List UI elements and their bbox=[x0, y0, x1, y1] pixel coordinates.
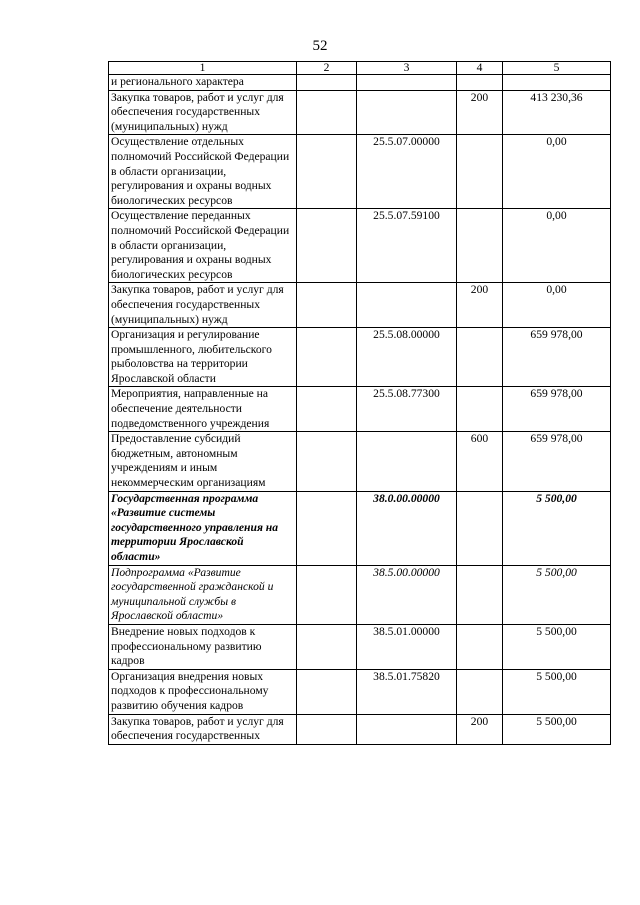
row-target-code bbox=[357, 283, 457, 328]
row-name: Осуществление переданных полномочий Российской Федерации в области организации, регулирования и охраны водных биологических ресурсов bbox=[109, 209, 297, 283]
table-row bbox=[109, 669, 611, 714]
row-expense-type bbox=[457, 328, 503, 387]
row-amount: 659 978,00 bbox=[503, 432, 611, 491]
column-header: 4 bbox=[457, 62, 503, 75]
row-expense-type bbox=[457, 209, 503, 283]
table-row bbox=[109, 491, 611, 565]
row-amount: 0,00 bbox=[503, 209, 611, 283]
row-section bbox=[297, 624, 357, 669]
table-row bbox=[109, 565, 611, 624]
column-header: 5 bbox=[503, 62, 611, 75]
row-section bbox=[297, 565, 357, 624]
row-section bbox=[297, 135, 357, 209]
row-amount: 5 500,00 bbox=[503, 624, 611, 669]
table-row bbox=[109, 75, 611, 91]
row-amount: 659 978,00 bbox=[503, 328, 611, 387]
row-name: Организация внедрения новых подходов к профессиональному развитию обучения кадров bbox=[109, 669, 297, 714]
row-section bbox=[297, 669, 357, 714]
page-number: 52 bbox=[312, 38, 328, 54]
row-target-code: 25.5.07.59100 bbox=[357, 209, 457, 283]
row-amount: 5 500,00 bbox=[503, 565, 611, 624]
row-expense-type bbox=[457, 75, 503, 91]
table-row bbox=[109, 90, 611, 135]
table-row bbox=[109, 209, 611, 283]
row-target-code: 25.5.08.00000 bbox=[357, 328, 457, 387]
row-target-code: 38.0.00.00000 bbox=[357, 491, 457, 565]
row-section bbox=[297, 209, 357, 283]
row-expense-type bbox=[457, 135, 503, 209]
row-name: Закупка товаров, работ и услуг для обеспечения государственных (муниципальных) нужд bbox=[109, 90, 297, 135]
row-name: Закупка товаров, работ и услуг для обеспечения государственных (муниципальных) нужд bbox=[109, 283, 297, 328]
row-expense-type bbox=[457, 387, 503, 432]
row-name: Внедрение новых подходов к профессиональному развитию кадров bbox=[109, 624, 297, 669]
row-expense-type: 200 bbox=[457, 283, 503, 328]
row-expense-type: 200 bbox=[457, 90, 503, 135]
row-target-code: 38.5.01.00000 bbox=[357, 624, 457, 669]
row-target-code: 25.5.08.77300 bbox=[357, 387, 457, 432]
row-target-code: 25.5.07.00000 bbox=[357, 135, 457, 209]
column-header: 2 bbox=[297, 62, 357, 75]
budget-table bbox=[108, 61, 611, 745]
row-target-code bbox=[357, 90, 457, 135]
row-amount bbox=[503, 75, 611, 91]
row-name: Государственная программа «Развитие системы государственного управления на территории Ярославской области» bbox=[109, 491, 297, 565]
row-expense-type: 200 bbox=[457, 714, 503, 744]
header-row bbox=[109, 62, 611, 75]
row-amount: 5 500,00 bbox=[503, 491, 611, 565]
row-name: и регионального характера bbox=[109, 75, 297, 91]
table-row bbox=[109, 714, 611, 744]
row-target-code bbox=[357, 75, 457, 91]
table-row bbox=[109, 283, 611, 328]
row-section bbox=[297, 714, 357, 744]
row-section bbox=[297, 90, 357, 135]
row-section bbox=[297, 432, 357, 491]
row-name: Подпрограмма «Развитие государственной гражданской и муниципальной службы в Ярославской области» bbox=[109, 565, 297, 624]
table-row bbox=[109, 135, 611, 209]
row-amount: 0,00 bbox=[503, 283, 611, 328]
row-expense-type bbox=[457, 669, 503, 714]
row-amount: 659 978,00 bbox=[503, 387, 611, 432]
row-target-code: 38.5.01.75820 bbox=[357, 669, 457, 714]
row-target-code: 38.5.00.00000 bbox=[357, 565, 457, 624]
row-expense-type: 600 bbox=[457, 432, 503, 491]
row-target-code bbox=[357, 714, 457, 744]
column-header: 1 bbox=[109, 62, 297, 75]
row-expense-type bbox=[457, 491, 503, 565]
row-name: Предоставление субсидий бюджетным, автономным учреждениям и иным некоммерческим организациям bbox=[109, 432, 297, 491]
row-amount: 5 500,00 bbox=[503, 714, 611, 744]
table-row bbox=[109, 328, 611, 387]
row-section bbox=[297, 328, 357, 387]
row-amount: 5 500,00 bbox=[503, 669, 611, 714]
table-row bbox=[109, 387, 611, 432]
row-section bbox=[297, 491, 357, 565]
row-amount: 413 230,36 bbox=[503, 90, 611, 135]
table-row bbox=[109, 624, 611, 669]
row-name: Организация и регулирование промышленного, любительского рыболовства на территории Ярославской области bbox=[109, 328, 297, 387]
row-name: Осуществление отдельных полномочий Российской Федерации в области организации, регулирования и охраны водных биологических ресурсов bbox=[109, 135, 297, 209]
row-section bbox=[297, 387, 357, 432]
row-section bbox=[297, 75, 357, 91]
row-name: Мероприятия, направленные на обеспечение деятельности подведомственного учреждения bbox=[109, 387, 297, 432]
column-header: 3 bbox=[357, 62, 457, 75]
row-name: Закупка товаров, работ и услуг для обеспечения государственных bbox=[109, 714, 297, 744]
row-expense-type bbox=[457, 565, 503, 624]
table-row bbox=[109, 432, 611, 491]
row-amount: 0,00 bbox=[503, 135, 611, 209]
row-target-code bbox=[357, 432, 457, 491]
row-section bbox=[297, 283, 357, 328]
row-expense-type bbox=[457, 624, 503, 669]
